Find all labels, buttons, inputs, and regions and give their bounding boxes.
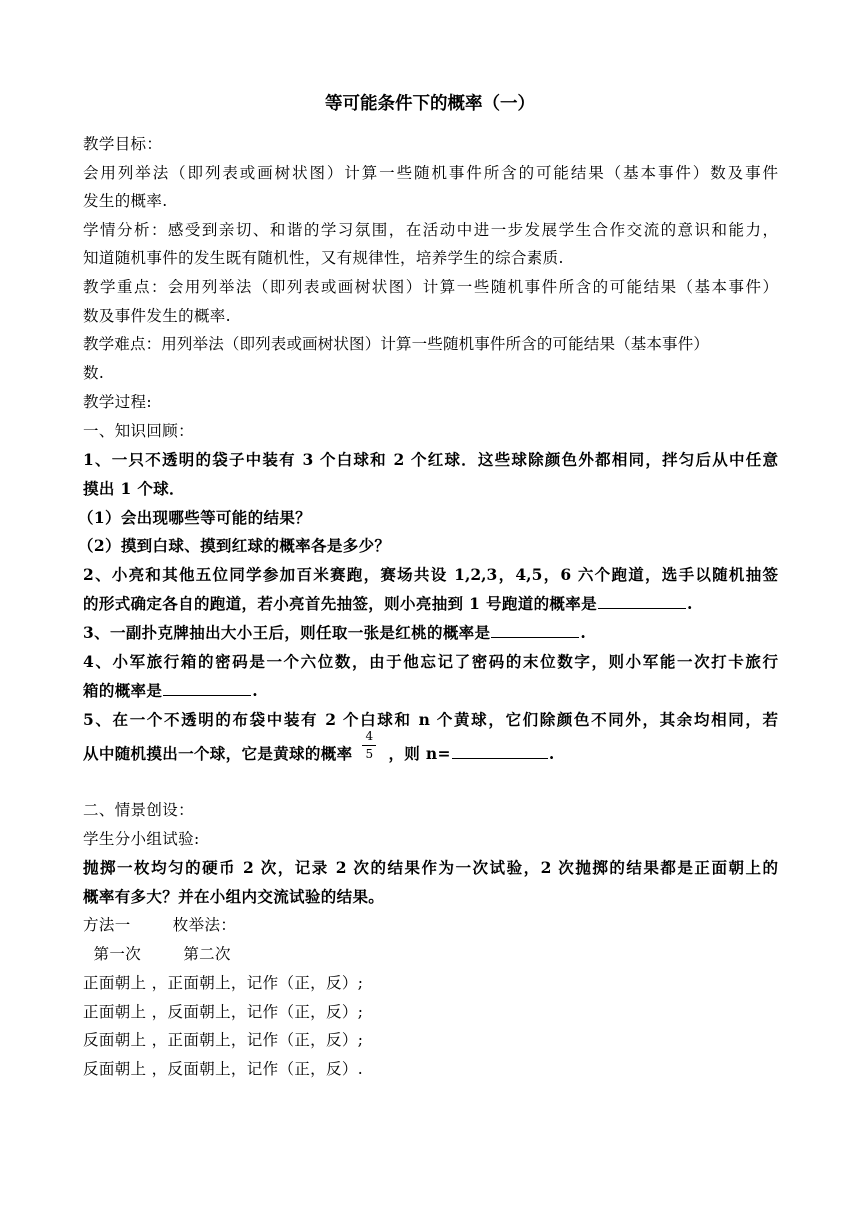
answer-blank xyxy=(598,593,686,609)
outcome-row: 正面朝上 ，正面朝上，记作（正，反）; xyxy=(83,974,364,992)
question-4-text: 箱的概率是 xyxy=(83,681,163,700)
scenario-line-3: 概率有多大？并在小组内交流试验的结果。 xyxy=(83,887,385,906)
fraction-bar xyxy=(362,745,376,746)
scenario-line-2: 抛掷一枚均匀的硬币 2 次，记录 2 次的结果作为一次试验，2 次抛掷的结果都是正面朝上的 xyxy=(83,858,778,877)
question-2-line-1: 2、小亮和其他五位同学参加百米赛跑，赛场共设 1,2,3，4,5，6 六个跑道，选手以随机抽签 xyxy=(83,565,778,584)
question-1-sub-1: （1）会出现哪些等可能的结果？ xyxy=(78,508,312,527)
question-3-line-1 xyxy=(83,622,586,644)
question-4-line-2 xyxy=(83,680,258,702)
scenario-heading: 二、情景创设： xyxy=(83,801,194,819)
question-2-end: . xyxy=(686,594,693,613)
answer-blank xyxy=(491,622,579,638)
scenario-line-1: 学生分小组试验: xyxy=(83,830,200,848)
question-5-text-2: ，则 n= xyxy=(388,744,451,763)
difficulty-line-1: 教学难点：用列举法（即列表或画树状图）计算一些随机事件所含的可能结果（基本事件） xyxy=(83,335,710,353)
column-headers: 第一次 第二次 xyxy=(83,945,231,963)
question-5-end: . xyxy=(548,744,555,763)
question-4-line-1: 4、小军旅行箱的密码是一个六位数，由于他忘记了密码的末位数字，则小军能一次打卡旅行 xyxy=(83,652,778,671)
fraction xyxy=(358,729,380,765)
question-5-text: 从中随机摸出一个球，它是黄球的概率 xyxy=(83,744,353,763)
process-heading: 教学过程: xyxy=(83,393,152,411)
key-point-line-2: 数及事件发生的概率. xyxy=(83,307,231,325)
outcome-row: 反面朝上 ，反面朝上，记作（正，反）. xyxy=(83,1060,364,1078)
answer-blank xyxy=(452,743,548,759)
question-5-line-1: 5、在一个不透明的布袋中装有 2 个白球和 n 个黄球，它们除颜色不同外，其余均相同，若 xyxy=(83,710,778,729)
question-2-text: 的形式确定各自的跑道，若小亮首先抽签，则小亮抽到 1 号跑道的概率是 xyxy=(83,594,597,613)
question-2-line-2 xyxy=(83,593,693,615)
fraction-numerator: 4 xyxy=(365,729,374,743)
question-1-line-1: 1、一只不透明的袋子中装有 3 个白球和 2 个红球．这些球除颜色外都相同，拌匀后从中任意 xyxy=(83,450,778,469)
fraction-denominator: 5 xyxy=(365,747,374,761)
question-5-line-2 xyxy=(83,729,555,765)
answer-blank xyxy=(163,680,251,696)
objectives-heading: 教学目标： xyxy=(83,135,163,153)
analysis-text-line-2: 知道随机事件的发生既有随机性，又有规律性，培养学生的综合素质. xyxy=(83,249,564,267)
difficulty-line-2: 数. xyxy=(83,364,105,382)
objectives-text-line-2: 发生的概率. xyxy=(83,192,168,210)
question-1-line-2: 摸出 1 个球． xyxy=(83,479,185,498)
objectives-text-line-1: 会用列举法（即列表或画树状图）计算一些随机事件所含的可能结果（基本事件）数及事件 xyxy=(83,164,778,182)
review-heading: 一、知识回顾： xyxy=(83,422,194,440)
question-3-text: 3、一副扑克牌抽出大小王后，则任取一张是红桃的概率是 xyxy=(83,623,491,642)
outcome-row: 反面朝上 ，正面朝上，记作（正，反）; xyxy=(83,1031,364,1049)
question-1-sub-2: （2）摸到白球、摸到红球的概率各是多少？ xyxy=(78,536,391,555)
key-point-line-1: 教学重点：会用列举法（即列表或画树状图）计算一些随机事件所含的可能结果（基本事件） xyxy=(83,278,778,296)
outcome-row: 正面朝上 ，反面朝上，记作（正，反）; xyxy=(83,1003,364,1021)
analysis-text-line-1: 学情分析：感受到亲切、和谐的学习氛围，在活动中进一步发展学生合作交流的意识和能力， xyxy=(83,221,778,239)
question-4-end: . xyxy=(252,681,259,700)
method-heading: 方法一 枚举法： xyxy=(83,916,237,934)
page-title: 等可能条件下的概率（一） xyxy=(325,94,535,114)
question-3-end: . xyxy=(580,623,587,642)
